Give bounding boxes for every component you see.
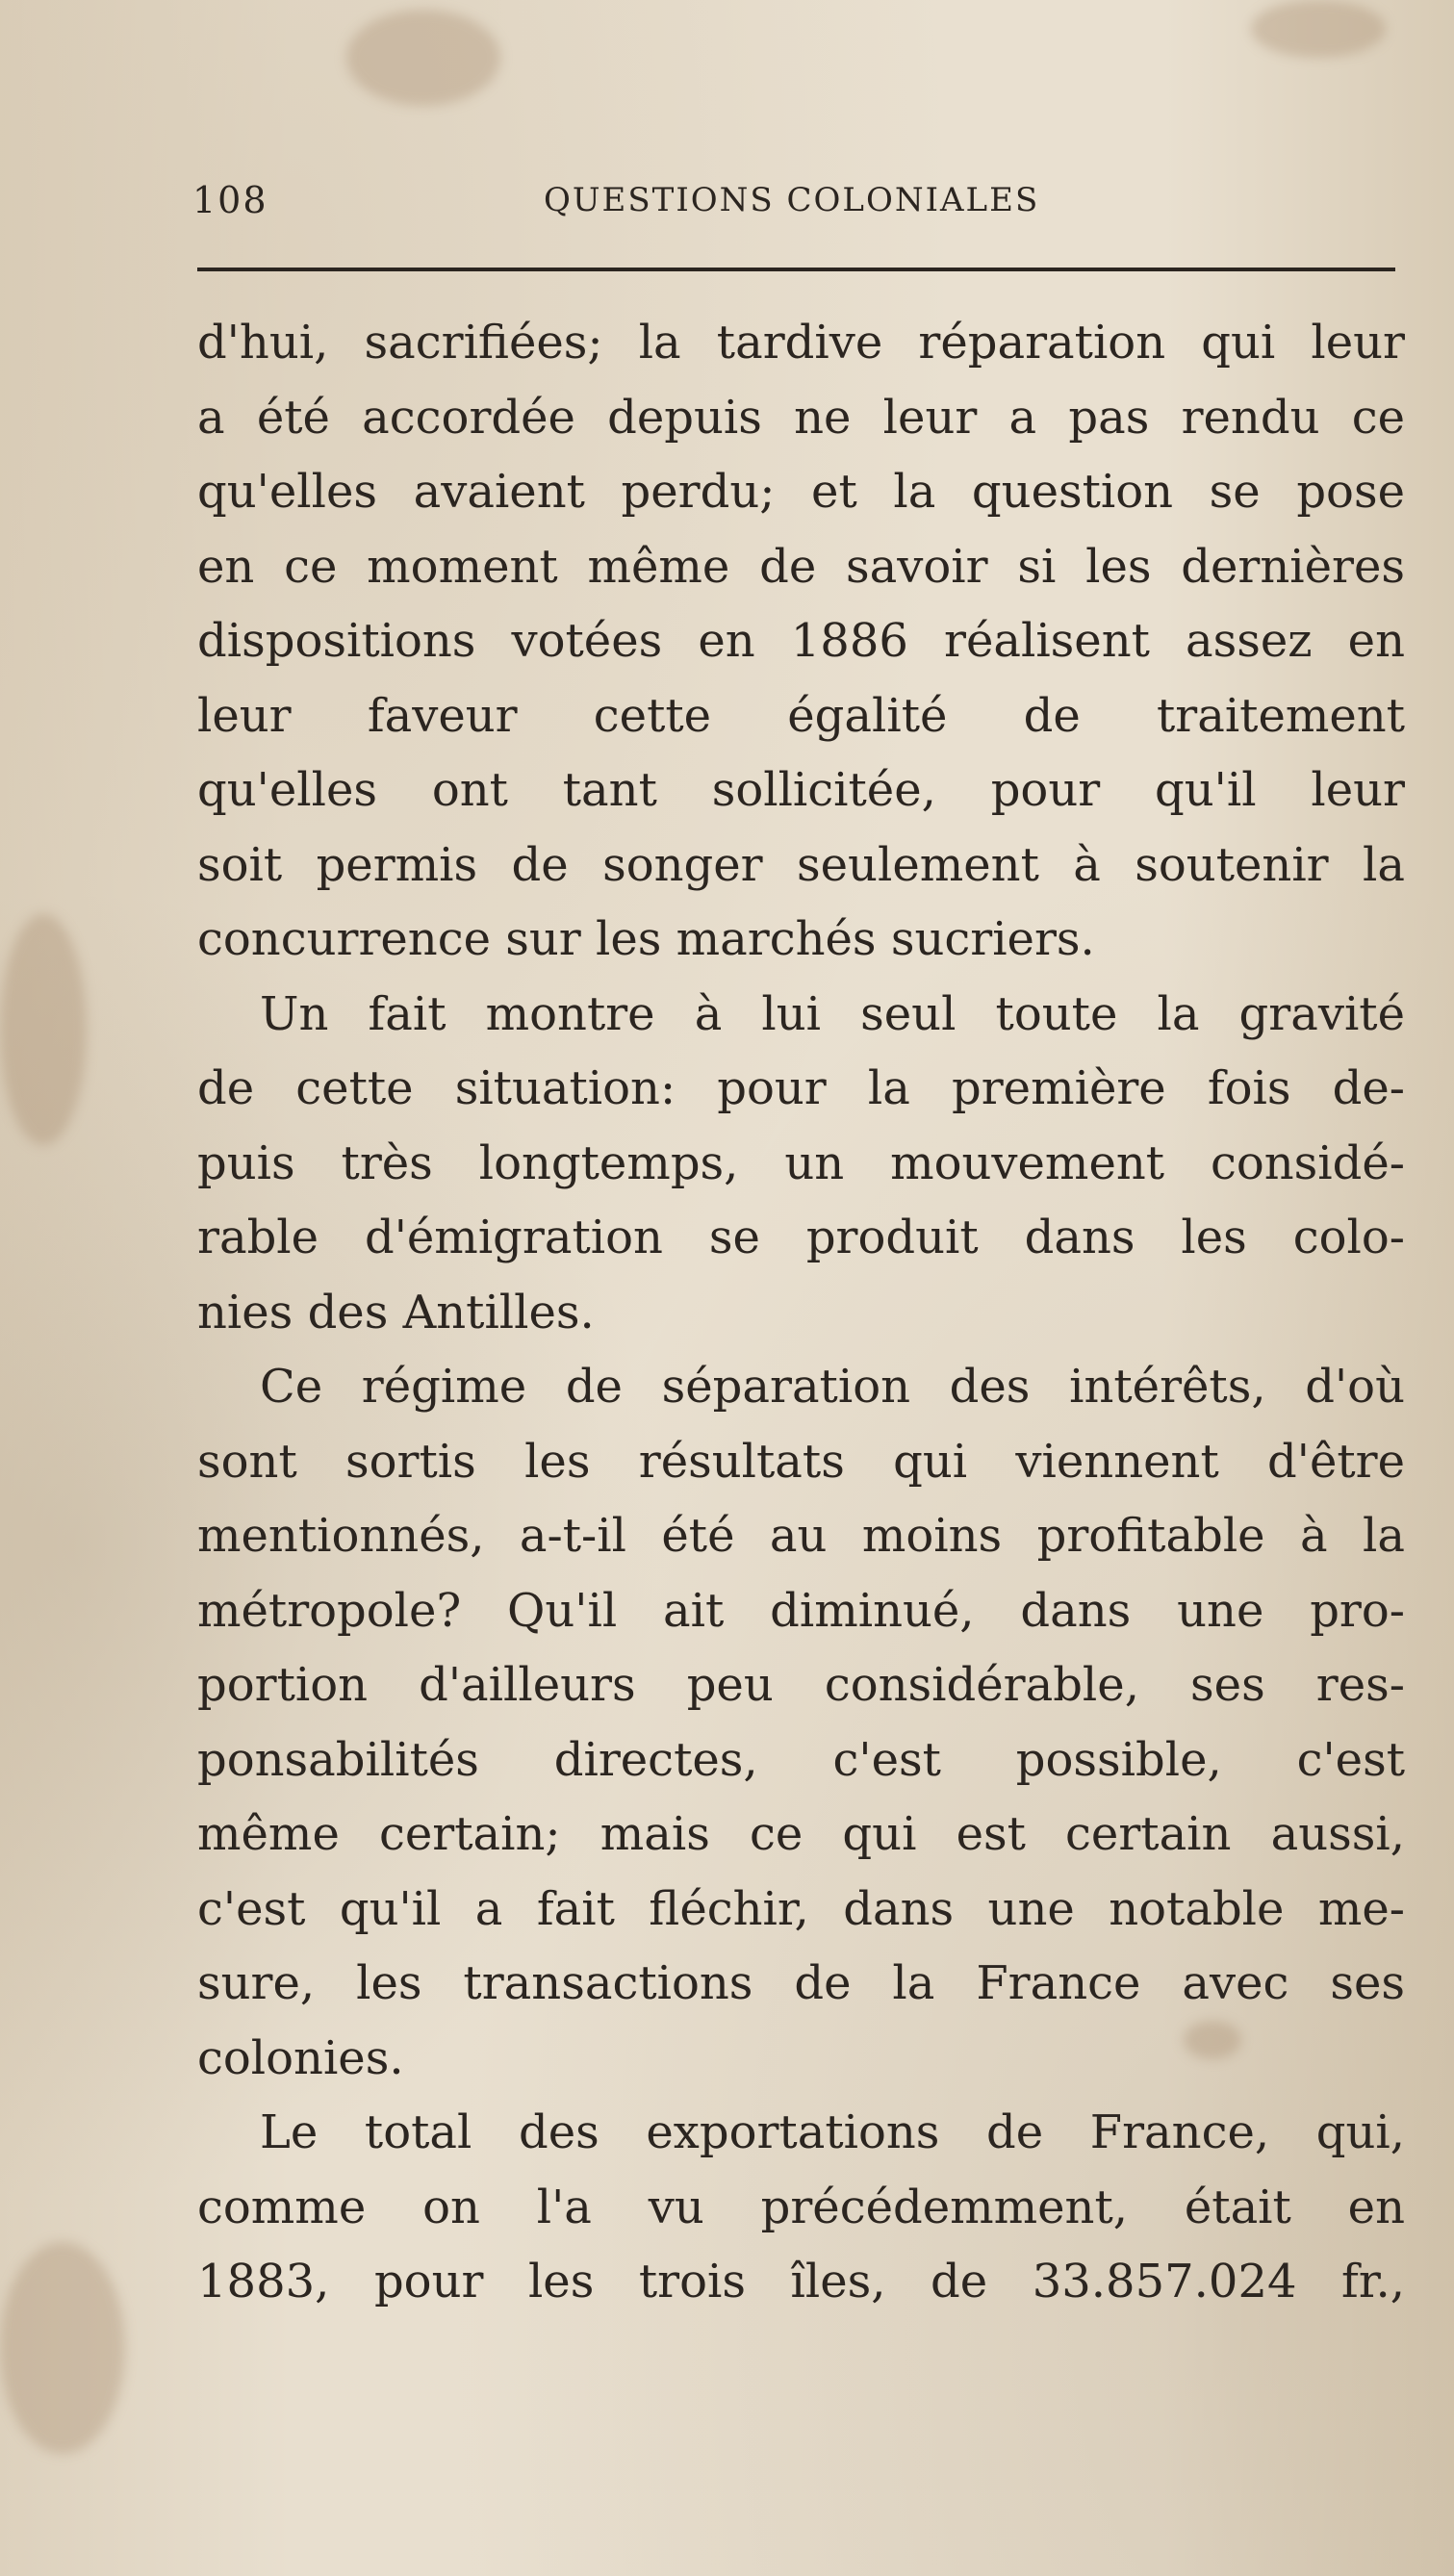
text-line: qu'elles avaient perdu; et la question se pose [197, 465, 1405, 519]
page-header [192, 179, 1395, 237]
text-line: même certain; mais ce qui est certain aussi, [197, 1807, 1405, 1861]
text-line: concurrence sur les marchés sucriers. [197, 912, 1095, 966]
text-line: Le total des exportations de France, qui, [260, 2105, 1405, 2159]
text-line: sont sortis les résultats qui viennent d'être [197, 1434, 1405, 1489]
paper-stain [0, 914, 87, 1145]
paper-stain [1251, 0, 1386, 58]
paper-stain [346, 10, 500, 106]
header-rule [197, 268, 1395, 271]
text-line: leur faveur cette égalité de traitement [197, 688, 1405, 743]
text-line: a été accordée depuis ne leur a pas rendu ce [197, 390, 1405, 445]
text-line: mentionnés, a-t-il été au moins profitable à la [197, 1509, 1405, 1563]
text-line: puis très longtemps, un mouvement considé- [197, 1135, 1405, 1190]
text-line: d'hui, sacrifiées; la tardive réparation qui leur [197, 316, 1405, 370]
text-line: comme on l'a vu précédemment, était en [197, 2180, 1405, 2234]
text-line: Ce régime de séparation des intérêts, d'où [260, 1360, 1405, 1414]
text-line: soit permis de songer seulement à soutenir la [197, 837, 1405, 892]
text-line: nies des Antilles. [197, 1285, 595, 1339]
running-head: QUESTIONS COLONIALES [544, 181, 1040, 219]
text-line: métropole? Qu'il ait diminué, dans une pro- [197, 1583, 1405, 1638]
text-line: 1883, pour les trois îles, de 33.857.024 fr., [197, 2255, 1405, 2308]
text-line: Un fait montre à lui seul toute la gravité [260, 986, 1405, 1041]
text-line: colonies. [197, 2030, 404, 2085]
paper-stain [0, 2242, 125, 2454]
text-line: c'est qu'il a fait fléchir, dans une notable me- [197, 1881, 1405, 1936]
text-line: portion d'ailleurs peu considérable, ses res- [197, 1658, 1405, 1712]
text-line: sure, les transactions de la France avec ses [197, 1956, 1405, 2010]
text-line: de cette situation: pour la première fois de- [197, 1061, 1405, 1115]
text-line: rable d'émigration se produit dans les colo- [197, 1211, 1405, 1264]
body-text [197, 306, 1405, 2320]
text-line: en ce moment même de savoir si les dernières [197, 539, 1405, 594]
text-line: qu'elles ont tant sollicitée, pour qu'il leur [197, 763, 1405, 817]
text-line: ponsabilités directes, c'est possible, c'est [197, 1732, 1405, 1787]
page-number: 108 [192, 179, 268, 221]
text-line: dispositions votées en 1886 réalisent assez en [197, 614, 1405, 668]
